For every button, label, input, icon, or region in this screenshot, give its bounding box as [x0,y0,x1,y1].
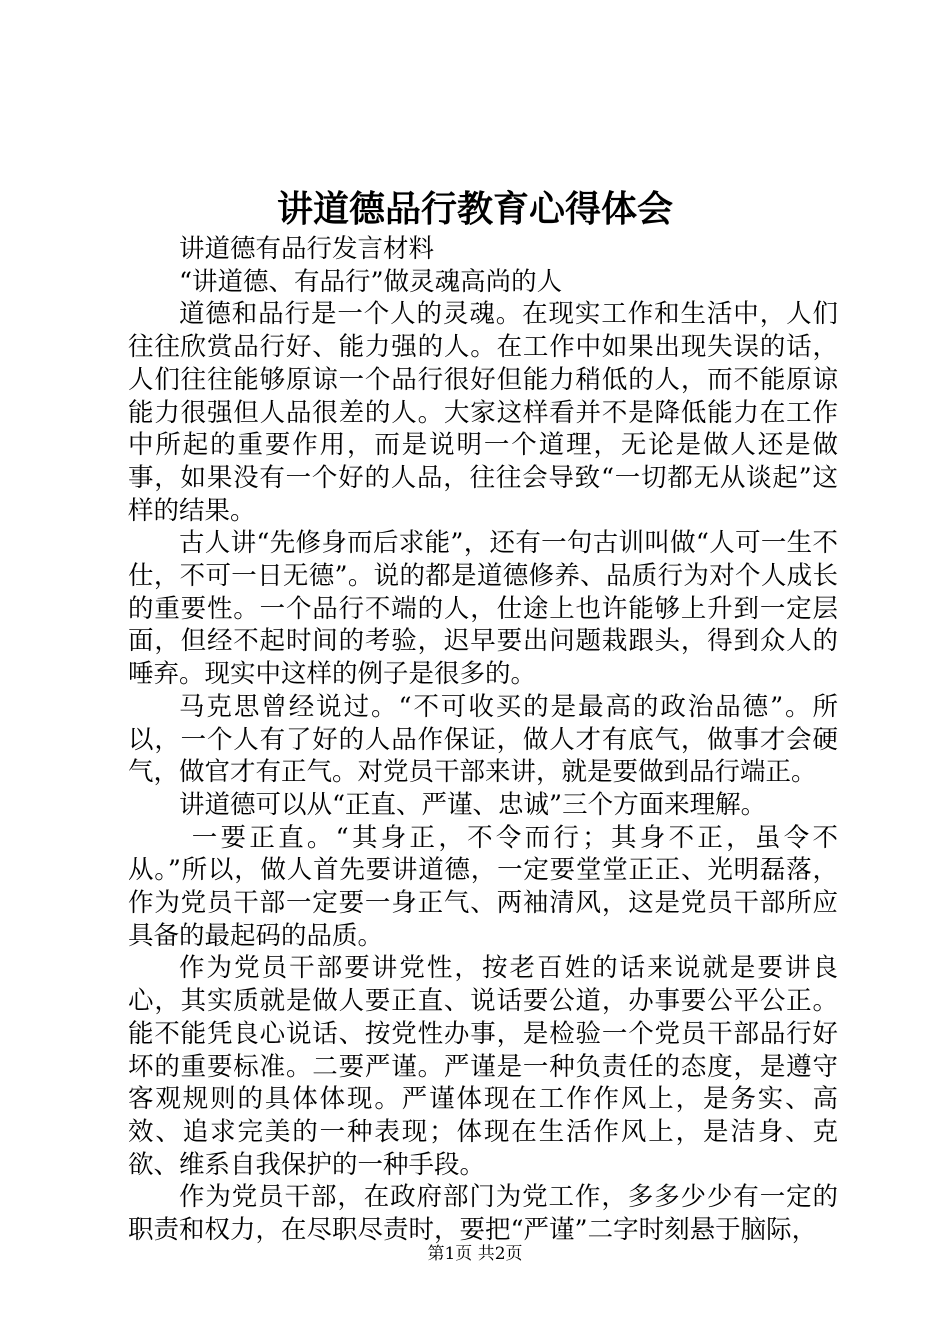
paragraph: 一要正直。“其身正，不令而行；其身不正，虽令不从。”所以，做人首先要讲道德，一定要堂堂正正、光明磊落，作为党员干部一定要一身正气、两袖清风，这是党员干部所应具备的最起码的品质。 [128,822,838,951]
document-title: 讲道德品行教育心得体会 [276,188,673,230]
paragraph: 作为党员干部，在政府部门为党工作，多多少少有一定的职责和权力，在尽职尽责时，要把“严谨”二字时刻悬于脑际， [128,1182,838,1246]
document-body [128,233,838,1247]
paragraph: 道德和品行是一个人的灵魂。在现实工作和生活中，人们往往欣赏品行好、能力强的人。在工作中如果出现失误的话，人们往往能够原谅一个品行很好但能力稍低的人，而不能原谅能力很强但人品很差的人。大家这样看并不是降低能力在工作中所起的重要作用，而是说明一个道理，无论是做人还是做事，如果没有一个好的人品，往往会导致“一切都无从谈起”这样的结果。 [128,299,838,526]
paragraph: 古人讲“先修身而后求能”，还有一句古训叫做“人可一生不仕，不可一日无德”。说的都是道德修养、品质行为对个人成长的重要性。一个品行不端的人，仕途上也许能够上升到一定层面，但经不起时间的考验，迟早要出问题栽跟头，得到众人的唾弃。现实中这样的例子是很多的。 [128,528,838,690]
paragraph: 作为党员干部要讲党性，按老百姓的话来说就是要讲良心，其实质就是做人要正直、说话要公道，办事要公平公正。能不能凭良心说话、按党性办事，是检验一个党员干部品行好坏的重要标准。二要严谨。严谨是一种负责任的态度，是遵守客观规则的具体体现。严谨体现在工作作风上，是务实、高效、追求完美的一种表现；体现在生活作风上，是洁身、克欲、维系自我保护的一种手段。 [128,953,838,1180]
page-footer: 第1页 共2页 [427,1244,523,1264]
paragraph: 马克思曾经说过。“不可收买的是最高的政治品德”。所以，一个人有了好的人品作保证，做人才有底气，做事才会硬气，做官才有正气。对党员干部来讲，就是要做到品行端正。 [128,691,838,788]
paragraph: 讲道德可以从“正直、严谨、忠诚”三个方面来理解。 [179,789,767,820]
paragraph: 讲道德有品行发言材料 [179,234,435,264]
paragraph: “讲道德、有品行”做灵魂高尚的人 [179,266,563,297]
